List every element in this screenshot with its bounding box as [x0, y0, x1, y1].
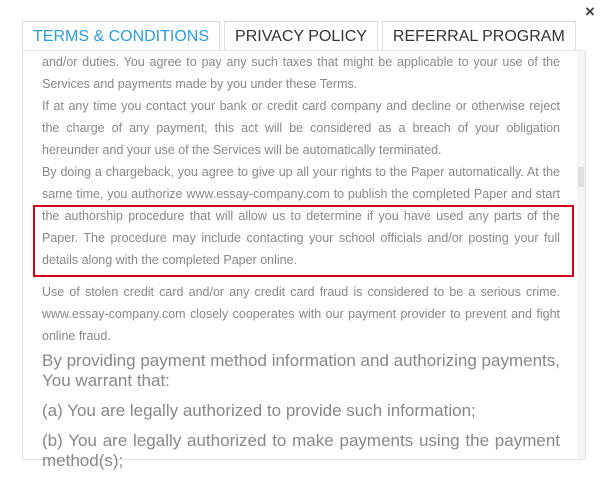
paragraph-chargeback-breach: If at any time you contact your bank or credit card company and decline or otherwise reject the charge of any payment, this act will be considered as a breach of your obligation hereunder and your use of the Services will be automatically terminated.	[42, 99, 560, 157]
paragraph-payment-warranty: By providing payment method information and authorizing payments, You warrant that:	[42, 351, 560, 390]
paragraph-warranty-b: (b) You are legally authorized to make payments using the payment method(s);	[42, 431, 560, 470]
terms-text	[42, 51, 560, 471]
close-icon[interactable]: ×	[585, 2, 595, 21]
tab-terms-conditions[interactable]: TERMS & CONDITIONS	[22, 21, 220, 51]
scrollbar[interactable]	[577, 51, 585, 459]
terms-content-panel[interactable]	[22, 50, 586, 470]
scrollbar-thumb[interactable]	[578, 167, 584, 187]
tab-referral-program[interactable]: REFERRAL PROGRAM	[382, 21, 576, 51]
tab-privacy-policy[interactable]: PRIVACY POLICY	[224, 21, 378, 51]
tab-bar	[22, 21, 580, 51]
paragraph-taxes: and/or duties. You agree to pay any such taxes that might be applicable to your use of the Services and payments made by you under these Terms.	[42, 55, 560, 91]
paragraph-warranty-a: (a) You are legally authorized to provide such information;	[42, 401, 476, 420]
paragraph-credit-card-fraud: Use of stolen credit card and/or any credit card fraud is considered to be a serious crime. www.essay-company.com closely cooperates with our payment provider to prevent and fight online fraud.	[42, 285, 560, 343]
paragraph-chargeback-rights: By doing a chargeback, you agree to give up all your rights to the Paper automatically. At the same time, you authorize www.essay-company.com to publish the completed Paper and start the authorship procedure that will allow us to determine if you have used any parts of the Paper. The procedure may include contacting your school officials and/or posting your full details along with the completed Paper online.	[42, 165, 560, 267]
